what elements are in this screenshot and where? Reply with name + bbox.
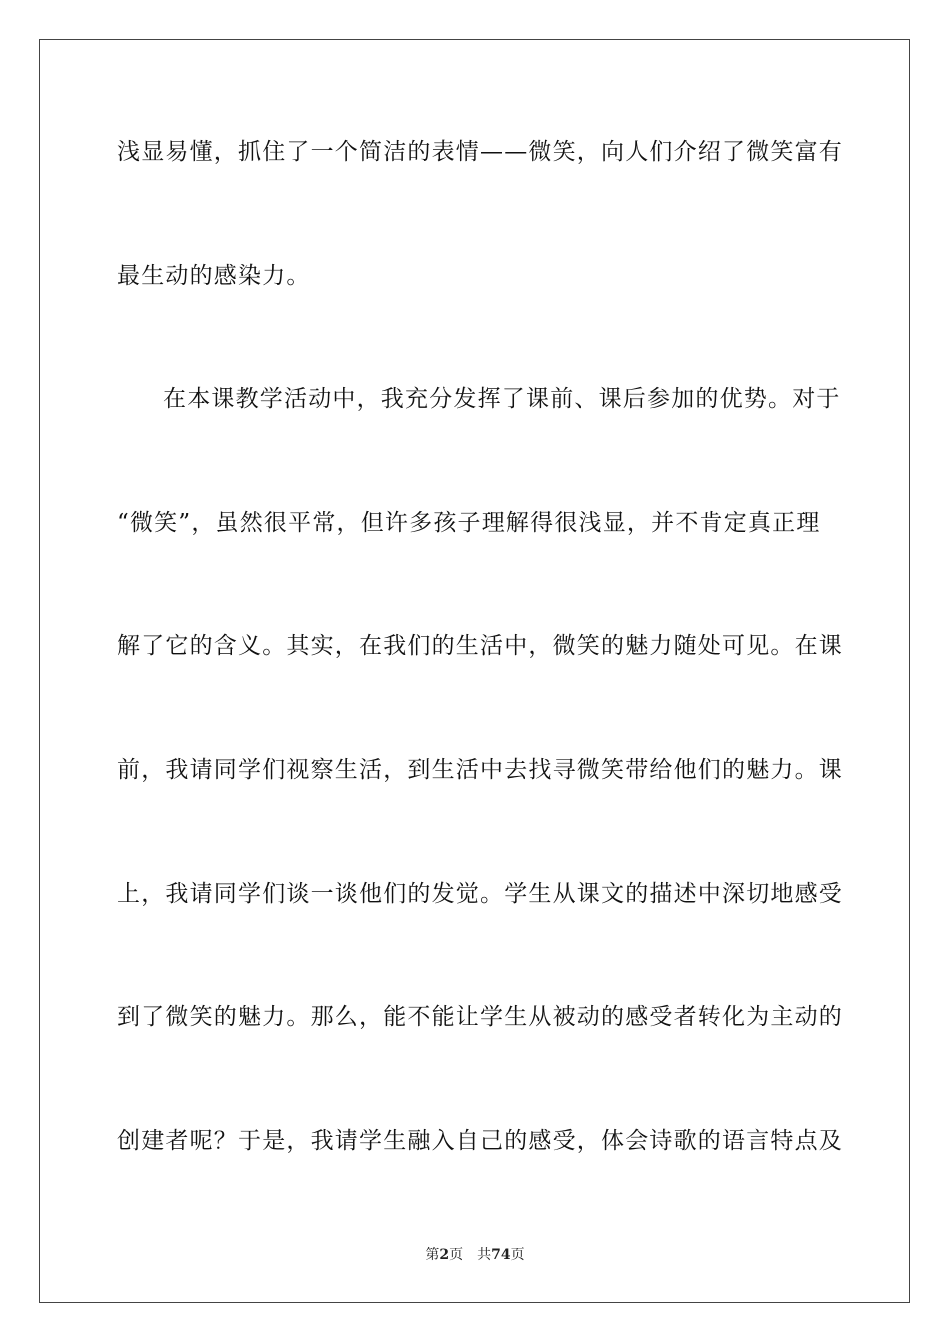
text-line-5: 解了它的含义。其实，在我们的生活中，微笑的魅力随处可见。在课 xyxy=(117,633,843,659)
text-line-7: 上，我请同学们谈一谈他们的发觉。学生从课文的描述中深切地感受 xyxy=(117,881,843,907)
text-line-1: 浅显易懂，抓住了一个简洁的表情——微笑，向人们介绍了微笑富有 xyxy=(117,139,843,165)
text-line-9: 创建者呢？于是，我请学生融入自己的感受，体会诗歌的语言特点及 xyxy=(117,1128,843,1154)
total-suffix: 页 xyxy=(510,1247,525,1263)
text-line-8: 到了微笑的魅力。那么，能不能让学生从被动的感受者转化为主动的 xyxy=(117,1004,843,1030)
total-pages: 74 xyxy=(491,1247,511,1263)
page-suffix: 页 xyxy=(449,1247,464,1263)
page-border xyxy=(39,39,910,1303)
page-number: 2 xyxy=(439,1247,450,1263)
total-prefix: 共 xyxy=(477,1247,492,1263)
page-prefix: 第 xyxy=(425,1247,440,1263)
text-line-6: 前，我请同学们视察生活，到生活中去找寻微笑带给他们的魅力。课 xyxy=(117,757,843,783)
text-line-4: “微笑”，虽然很平常，但许多孩子理解得很浅显，并不肯定真正理 xyxy=(117,510,821,536)
text-line-2: 最生动的感染力。 xyxy=(117,263,311,289)
text-line-3-paragraph-start: 在本课教学活动中，我充分发挥了课前、课后参加的优势。对于 xyxy=(163,386,841,412)
page-footer xyxy=(0,1246,950,1264)
